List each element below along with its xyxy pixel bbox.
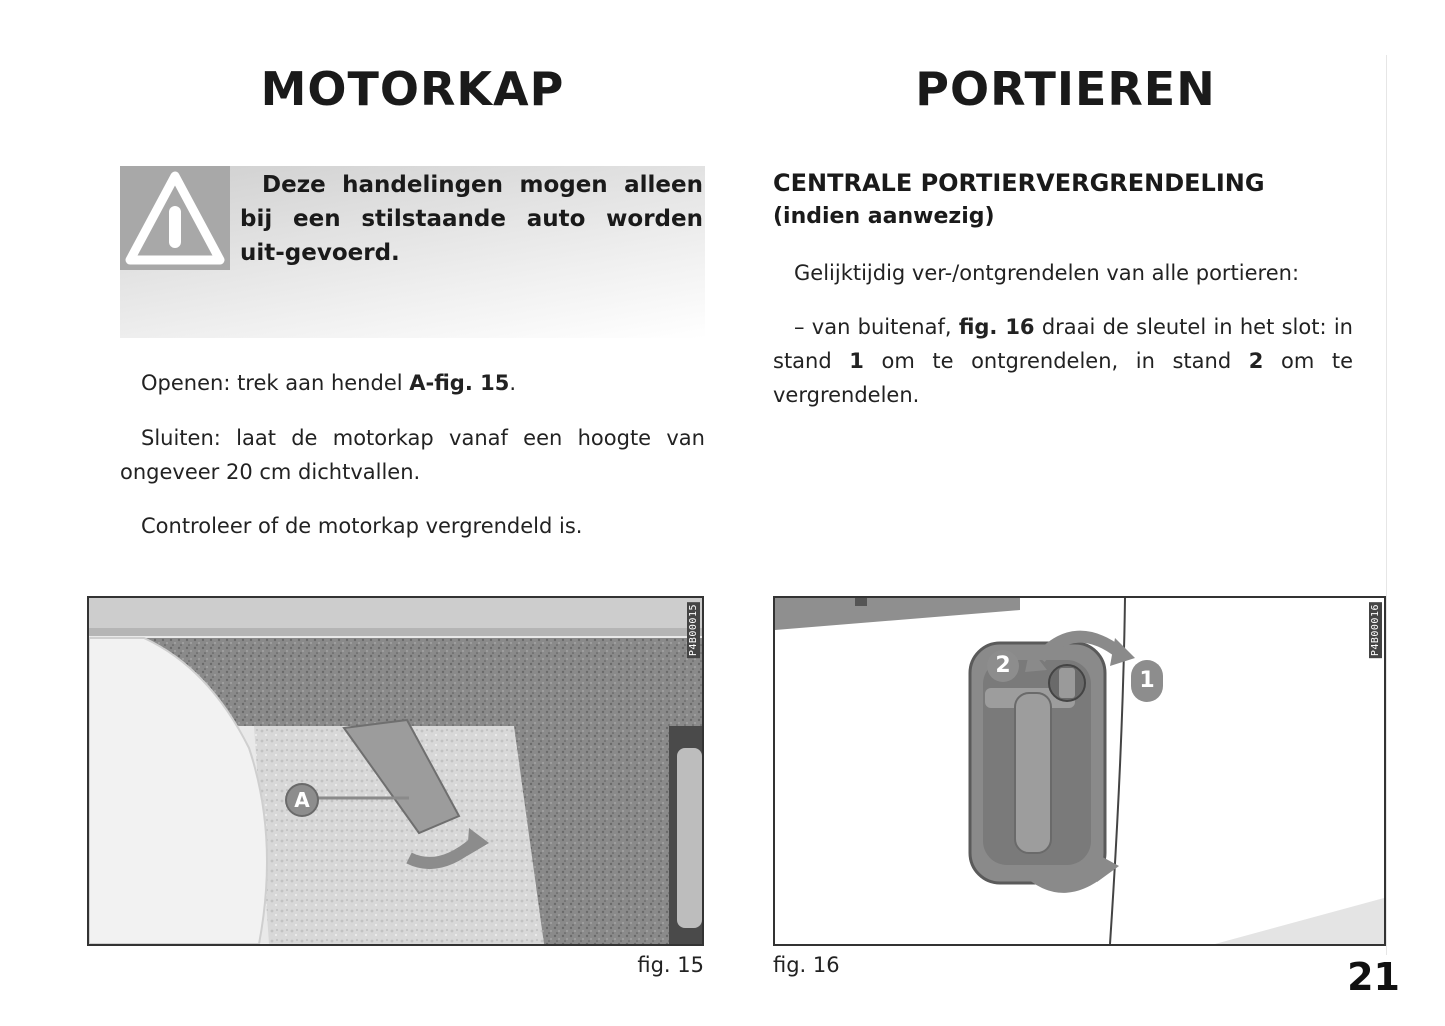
figure-16-caption: fig. 16	[773, 953, 840, 977]
warning-text: Deze handelingen mogen alleen bij een stilstaande auto worden uit-gevoerd.	[240, 172, 703, 266]
close-instruction: Sluiten: laat de motorkap vanaf een hoogte van ongeveer 20 cm dichtvallen.	[120, 426, 705, 484]
callout-a: A	[285, 783, 319, 817]
open-instruction: Openen: trek aan hendel A-fig. 15.	[141, 371, 517, 395]
page-edge-rule	[1386, 55, 1387, 955]
warning-icon	[120, 166, 230, 270]
section-title: CENTRALE PORTIERVERGRENDELING	[773, 169, 1265, 197]
callout-1: 1	[1131, 660, 1163, 702]
figure-16-illustration	[775, 598, 1384, 944]
figure-15-illustration	[89, 598, 702, 944]
intro-text: Gelijktijdig ver-/ontgrendelen van alle portieren:	[794, 261, 1300, 285]
figure-15	[87, 596, 704, 946]
section-subtitle: (indien aanwezig)	[773, 204, 995, 229]
figure-16	[773, 596, 1386, 946]
lock-instruction: – van buitenaf, fig. 16 draai de sleutel in het slot: in stand 1 om te ontgrendelen, in stand 2 om te vergrendelen.	[773, 315, 1354, 407]
motorkap-title: MOTORKAP	[260, 62, 565, 116]
figure-15-code: P4B00015	[688, 604, 699, 657]
figure-15-caption: fig. 15	[637, 953, 704, 977]
portieren-title: PORTIEREN	[915, 62, 1216, 116]
page-number: 21	[1347, 955, 1400, 999]
callout-2: 2	[987, 650, 1019, 682]
check-instruction: Controleer of de motorkap vergrendeld is.	[141, 514, 583, 538]
figure-16-code: P4B00016	[1370, 604, 1381, 657]
